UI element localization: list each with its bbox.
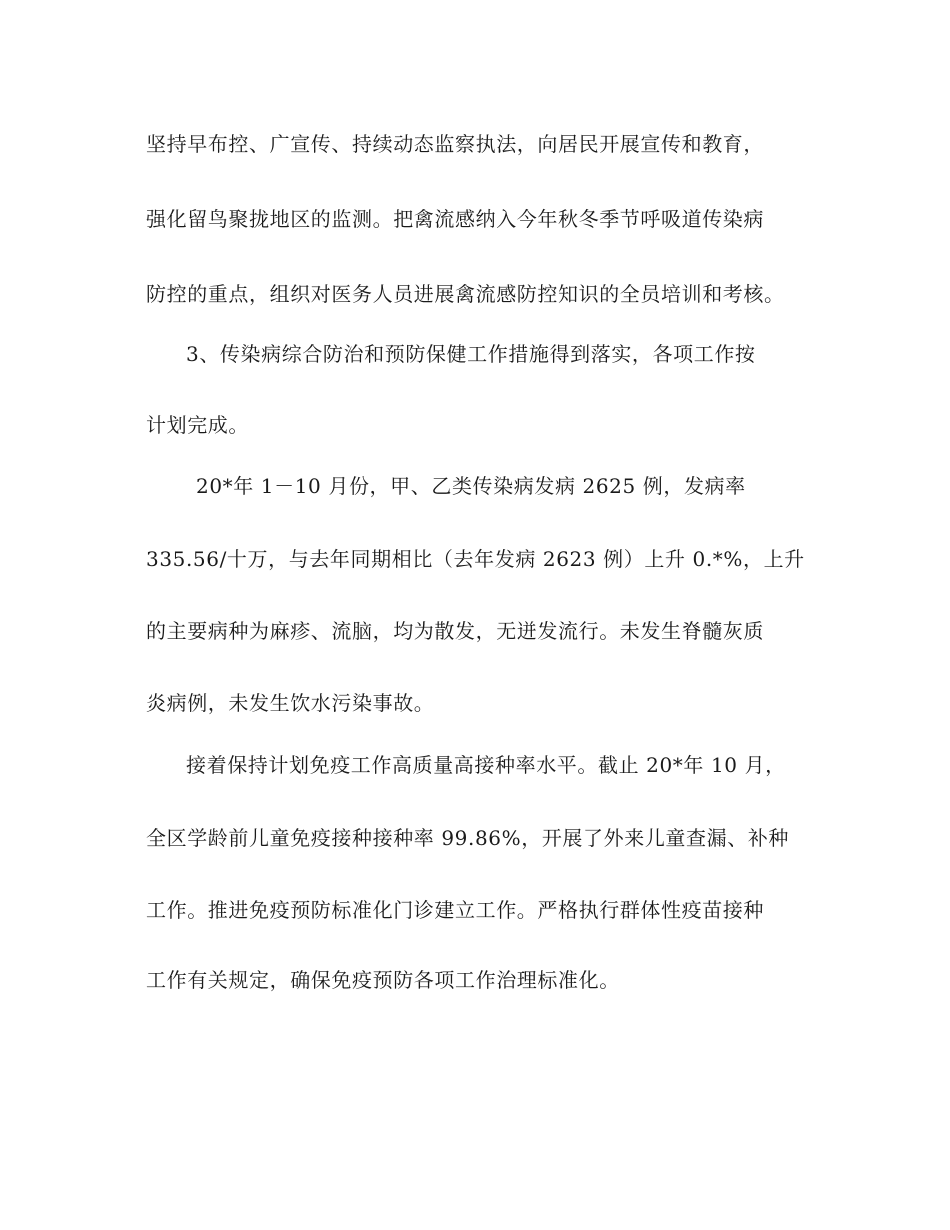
paragraph-first-line: 20*年 1－10 月份，甲、乙类传染病发病 2625 例，发病率 — [196, 474, 746, 498]
paragraph-first-line: 接着保持计划免疫工作高质量高接种率水平。截止 20*年 10 月， — [186, 753, 786, 777]
text-line: 炎病例，未发生饮水污染事故。 — [146, 691, 435, 715]
text-line: 强化留鸟聚拢地区的监测。把禽流感纳入今年秋冬季节呼吸道传染病 — [146, 207, 764, 231]
text-line: 工作有关规定，确保免疫预防各项工作治理标准化。 — [146, 968, 620, 992]
text-line: 工作。推进免疫预防标准化门诊建立工作。严格执行群体性疫苗接种 — [146, 898, 764, 922]
text-line: 的主要病种为麻疹、流脑，均为散发，无迸发流行。未发生脊髓灰质 — [146, 619, 764, 643]
text-line: 335.56/十万，与去年同期相比（去年发病 2623 例）上升 0.*%，上升 — [146, 547, 805, 571]
text-line: 防控的重点，组织对医务人员进展禽流感防控知识的全员培训和考核。 — [146, 282, 785, 306]
text-line: 全区学龄前儿童免疫接种接种率 99.86%，开展了外来儿童查漏、补种 — [146, 826, 790, 850]
text-line: 坚持早布控、广宣传、持续动态监察执法，向居民开展宣传和教育， — [146, 132, 764, 156]
section-heading: 3、传染病综合防治和预防保健工作措施得到落实，各项工作按 — [186, 342, 756, 366]
text-line: 计划完成。 — [146, 413, 249, 437]
